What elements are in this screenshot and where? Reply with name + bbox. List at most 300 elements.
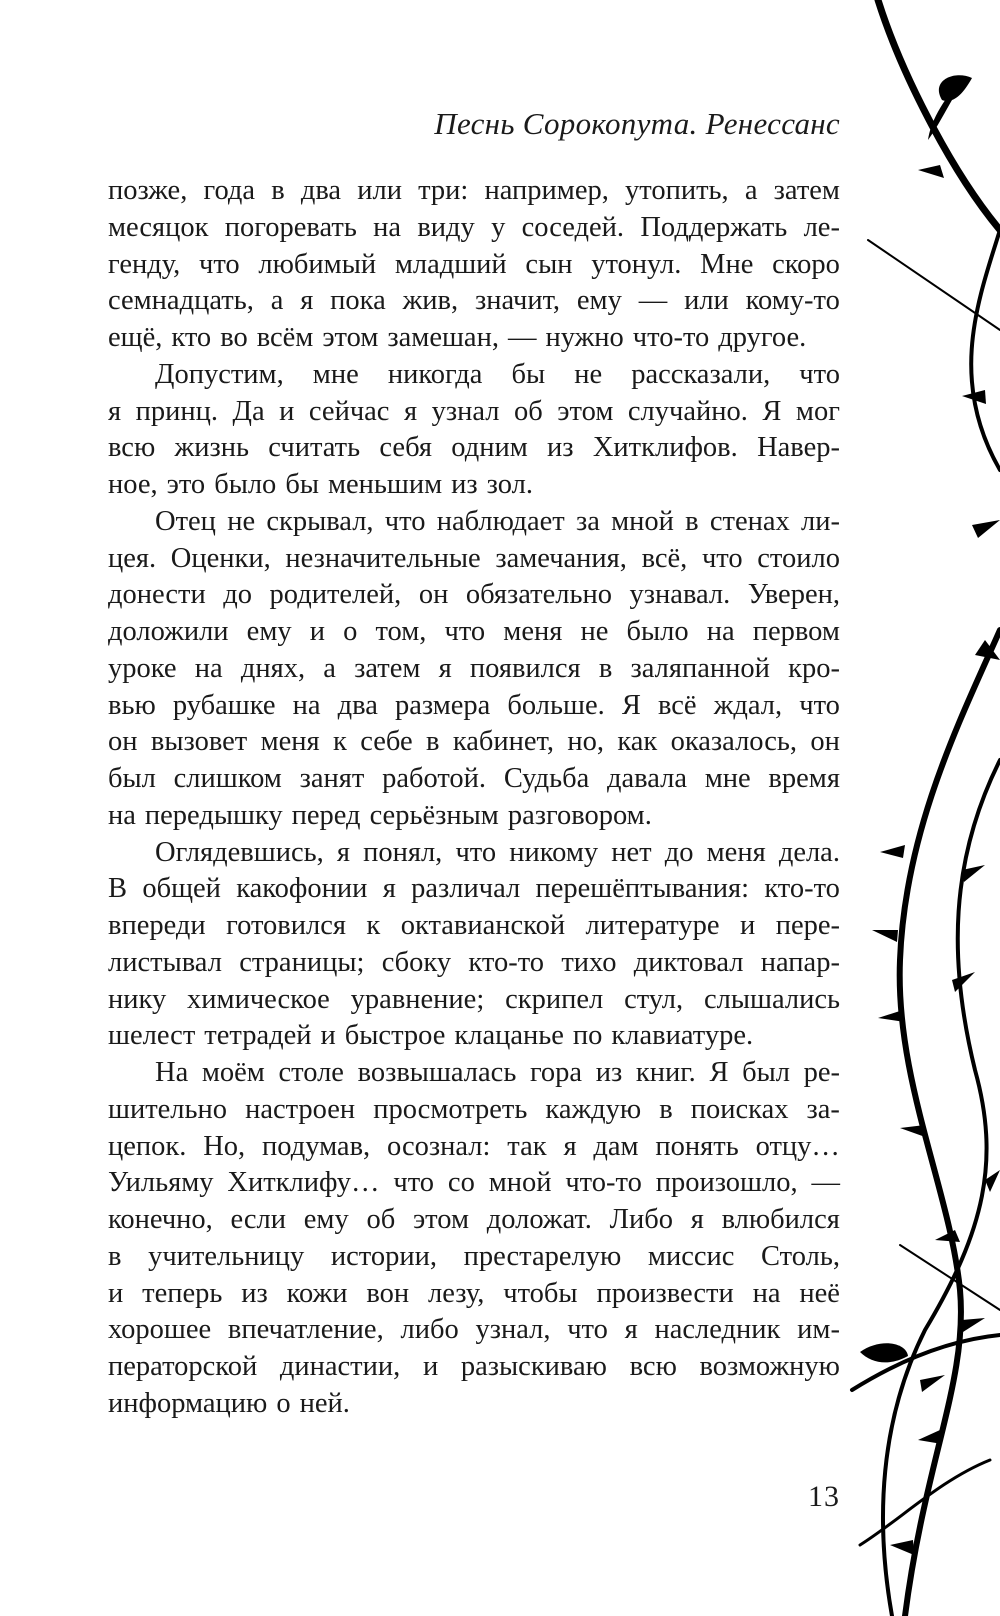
word: нужно [545,322,624,353]
word: у [491,211,506,243]
word: соседей. [521,211,625,243]
word: оказалось, [670,726,798,758]
word: до [223,579,252,611]
word: что [799,689,840,721]
word: никогда [387,358,483,390]
word: я [403,395,418,427]
word: узнал, [475,1314,551,1346]
word: по [572,1020,603,1052]
word: бы [511,358,546,390]
text-line [108,320,840,357]
text-line [108,1349,840,1386]
word: мной [488,1167,552,1199]
word: стоило [757,542,840,574]
word: днях, [240,652,306,684]
word: мне [704,763,751,794]
word: погоревать [224,211,357,243]
word: со [447,1167,475,1199]
word: Я [762,395,782,427]
word: шительно [108,1093,228,1125]
word: сбоку [381,946,452,978]
word: доложат. [486,1204,592,1235]
word: из [547,432,574,464]
word: в [659,1093,673,1125]
word: не [574,358,603,390]
word: о [276,1387,291,1419]
text-line [108,761,840,798]
word: В [108,873,128,905]
text-line [108,908,840,945]
word: зол. [486,469,533,500]
word: Уильяму [108,1167,214,1199]
body-text [108,173,840,1423]
word: вызовет [150,726,248,758]
word: разговором. [507,799,652,831]
word: моём [201,1057,265,1088]
word: жизнь [174,432,249,464]
word: давала [606,763,687,794]
text-line [108,688,840,725]
word: лезу, [428,1277,485,1309]
text-line [108,283,840,320]
word: отцу… [755,1130,840,1162]
word: Либо [609,1204,673,1235]
word: замечания, [495,542,627,574]
text-line [108,541,840,578]
word: ещё, [108,322,163,353]
word: он [108,726,138,758]
word: я [300,285,314,317]
word: — [811,1167,840,1199]
word: донести [108,579,206,611]
word: себя [379,432,432,464]
word: никому [509,836,599,868]
word: я [336,836,350,868]
word: что [198,248,240,280]
text-line [108,724,840,761]
word: что [384,505,426,537]
text-line [108,798,840,835]
word: в [108,1240,122,1272]
word: на [706,616,735,647]
word: Мне [700,248,754,280]
word: два [300,175,342,206]
word: значит, [475,285,561,317]
word: Оглядевшись, [155,836,324,868]
word: готовился [226,910,346,941]
word: ему [303,1204,349,1235]
word: учительницу [148,1240,305,1272]
word: и [320,1020,336,1052]
word: я [624,1314,638,1346]
word: произвести [596,1277,734,1309]
word: им- [797,1314,840,1346]
word: занят [299,763,365,794]
word: что [701,542,743,574]
word: нику [108,983,167,1015]
word: ему [246,616,292,647]
word: слышались [704,983,840,1015]
word: поисках [690,1093,789,1125]
word: а [323,652,336,684]
word: понял, [363,836,443,868]
word: всё [657,689,697,721]
word: мной [611,505,674,537]
text-line [108,614,840,651]
word: понять [655,1130,739,1162]
running-head: Песнь Сорокопута. Ренессанс [434,106,840,141]
word: Да [232,395,265,427]
word: я [382,873,396,905]
word: престарелую [463,1240,622,1272]
text-line [108,1239,840,1276]
word: этом [412,1204,469,1235]
word: дам [593,1130,639,1162]
word: младший [394,248,507,280]
word: впечатление, [227,1314,384,1346]
word: появился [469,652,581,684]
word: возможную [699,1351,840,1382]
text-line [108,835,840,872]
word: перед [291,799,361,831]
word: стенах [709,505,790,537]
word: а [744,175,758,206]
word: было [626,616,689,647]
word: что-то [632,322,710,353]
word: был [742,1057,790,1088]
word: хорошее [108,1314,212,1346]
word: замешан, [387,322,499,353]
word: подумав, [262,1130,371,1162]
text-line [108,945,840,982]
word: нет [611,836,652,868]
word: кому-то [745,285,840,317]
word: что [444,616,486,647]
word: любимый [258,248,377,280]
word: — [507,322,537,353]
text-line [108,1018,840,1055]
word: считать [268,432,361,464]
word: том, [375,616,427,647]
word: Допустим, [155,358,284,390]
word: неё [799,1277,840,1309]
word: что [393,1167,435,1199]
word: на [373,211,402,243]
word: я [438,652,452,684]
word: Поддержать [640,211,788,243]
word: и [309,616,325,647]
word: впереди [108,910,206,941]
word: время [768,763,840,794]
word: меньшим [327,469,443,500]
word: работой. [382,763,487,794]
word: чтобы [503,1277,578,1309]
word: теперь [142,1277,223,1309]
word: либо [400,1314,459,1346]
word: страницы; [239,946,365,978]
word: всю [108,432,156,464]
word: Столь, [761,1240,840,1272]
word: позже, [108,175,188,206]
word: что [799,358,840,390]
word: доложили [108,616,229,647]
word: незначительные [285,542,481,574]
word: случайно. [627,395,748,427]
word: в [425,726,440,758]
text-line [108,1129,840,1166]
word: передышку [144,799,283,831]
word: затем [354,652,421,684]
text-line [108,1386,840,1423]
word: месяцок [108,211,209,243]
word: вью [108,689,156,721]
text-line [108,1165,840,1202]
word: за [575,505,600,537]
word: Хитклифов. [592,432,738,464]
word: уроке [108,652,177,684]
word: или [357,175,402,206]
word: На [155,1057,189,1088]
text-line [108,394,840,431]
word: династии, [279,1351,401,1382]
word: просмотреть [373,1093,528,1125]
word: утонул. [591,248,682,280]
page-number: 13 [808,1480,840,1513]
word: на [108,799,136,831]
word: обязательно [465,579,613,611]
word: ждал, [713,689,783,721]
word: Уверен, [747,579,840,611]
text-line [108,1312,840,1349]
word: не [227,505,256,537]
word: кабинет, [452,726,554,758]
word: утопить, [625,175,729,206]
word: этом [322,322,379,353]
word: Но, [203,1130,246,1162]
word: и [108,1277,124,1309]
word: рубашке [172,689,276,721]
word: различал [411,873,521,905]
word: это [166,469,206,500]
text-line [108,982,840,1019]
word: осознал: [387,1130,491,1162]
word: настроен [245,1093,356,1125]
word: что [455,836,497,868]
word: за- [806,1093,840,1125]
word: что [567,1314,608,1346]
word: в [271,175,285,206]
word: Я [621,689,641,721]
word: всём [256,322,314,353]
word: вон [366,1277,410,1309]
word: до [664,836,694,868]
word: истории, [330,1240,438,1272]
word: ему [576,285,622,317]
word: семнадцать, [108,285,254,317]
word: цея. [108,542,157,574]
text-line [108,210,840,247]
word: на [292,689,321,721]
word: напар- [760,946,840,978]
word: слишком [173,763,282,794]
word: а [270,285,284,317]
word: скрипел [505,983,604,1015]
word: родителей, [269,579,402,611]
word: Хитклифу… [227,1167,380,1199]
word: о [343,616,358,647]
word: скоро [772,248,840,280]
word: мне [312,358,359,390]
word: скрывал, [266,505,374,537]
word: заляпанной [630,652,770,684]
word: литературе [585,910,720,941]
word: на [752,1277,781,1309]
word: затем [773,175,840,206]
text-line [108,1202,840,1239]
word: уравнение; [350,983,485,1015]
word: наблюдает [436,505,565,537]
text-line [108,504,840,541]
text-line [108,577,840,614]
word: мог [795,395,840,427]
word: три: [418,175,469,206]
word: из [595,1057,623,1088]
word: и [739,910,756,941]
word: так [507,1130,547,1162]
word: сейчас [308,395,390,427]
word: кро- [788,652,840,684]
word: меня [260,726,320,758]
word: к [332,726,347,758]
word: ле- [803,211,840,243]
word: серьёзным [369,799,499,831]
word: влюбился [721,1204,840,1235]
word: как [617,726,658,758]
word: из [241,1277,268,1309]
word: ператорской [108,1351,258,1382]
word: не [580,616,609,647]
word: цепок. [108,1130,187,1162]
word: Я [709,1057,729,1088]
word: узнал [431,395,500,427]
word: всю [629,1351,677,1382]
word: Судьба [503,763,590,794]
word: сын [525,248,573,280]
word: ное, [108,469,158,500]
word: наследник [654,1314,781,1346]
word: миссис [647,1240,735,1272]
word: к [366,910,381,941]
word: ре- [803,1057,840,1088]
word: тетрадей [204,1020,312,1052]
word: был [108,763,156,794]
word: на [194,652,223,684]
text-line [108,430,840,467]
word: что-то [565,1167,642,1199]
word: жив, [402,285,459,317]
text-line [108,173,840,210]
word: виду [417,211,475,243]
word: листывал [108,946,222,978]
word: кто-то [764,873,840,905]
word: возвышалась [357,1057,517,1088]
word: ли- [800,505,840,537]
word: или [684,285,729,317]
word: быстрое [344,1020,446,1052]
word: себе [360,726,413,758]
word: два [337,689,378,721]
word: года [203,175,256,206]
word: клацанье [454,1020,564,1052]
word: Оценки, [170,542,271,574]
word: каждую [545,1093,642,1125]
word: больше. [507,689,605,721]
word: книг. [635,1057,696,1088]
text-line [108,871,840,908]
word: кто-то [468,946,545,978]
word: он [810,726,840,758]
word: рассказали, [631,358,771,390]
word: генду, [108,248,181,280]
word: я [563,1130,577,1162]
word: узнавал. [629,579,731,611]
word: первом [752,616,840,647]
word: размера [394,689,491,721]
word: диктовал [633,946,744,978]
word: он [418,579,449,611]
word: столе [278,1057,344,1088]
word: если [230,1204,287,1235]
word: бы [285,469,319,500]
word: пере- [775,910,840,941]
text-line [108,1092,840,1129]
word: кожи [286,1277,348,1309]
text-line [108,247,840,284]
word: пока [330,285,386,317]
word: перешёптывания: [535,873,750,905]
word: — [638,285,668,317]
word: информацию [108,1387,268,1419]
word: этом [557,395,614,427]
word: другое. [718,322,807,353]
word: во [220,322,248,353]
text-line [108,651,840,688]
word: и [422,1351,439,1382]
word: в [685,505,699,537]
word: из [451,469,478,500]
word: например, [484,175,609,206]
word: Отец [155,505,216,537]
word: Навер- [757,432,840,464]
word: клавиатуре. [611,1020,754,1052]
word: химическое [187,983,330,1015]
word: в [598,652,613,684]
word: разыскиваю [460,1351,607,1382]
word: произошло, [655,1167,798,1199]
word: принц. [135,395,219,427]
text-line [108,467,840,504]
text-line [108,1055,840,1092]
word: я [690,1204,704,1235]
text-line [108,1276,840,1313]
word: конечно, [108,1204,213,1235]
word: я [108,395,122,427]
word: одним [451,432,528,464]
word: всё, [641,542,688,574]
word: меня [503,616,563,647]
word: октавианской [400,910,566,941]
word: тихо [561,946,617,978]
